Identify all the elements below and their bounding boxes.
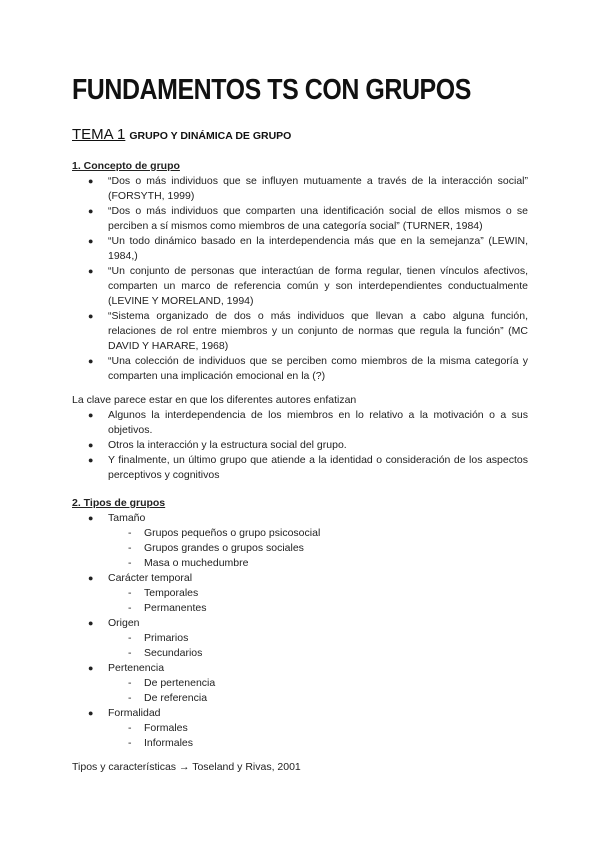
category-item [72, 511, 528, 526]
subitem-text: Secundarios [144, 647, 203, 659]
key-point-text: Algunos la interdependencia de los miembros en lo relativo a la motivación o a sus objetivos. [108, 409, 528, 436]
definitions-list [72, 174, 528, 384]
subitem-text: Permanentes [144, 602, 207, 614]
dash-icon: - [128, 632, 132, 644]
subitem [72, 586, 528, 601]
dash-icon: - [128, 722, 132, 734]
list-item [72, 408, 528, 438]
list-item [72, 204, 528, 234]
dash-icon: - [128, 737, 132, 749]
bullet-icon: ● [88, 311, 94, 321]
bullet-icon: ● [88, 440, 94, 450]
definition-text: “Sistema organizado de dos o más individuos que llevan a cabo alguna función, relaciones de rol entre miembros y un conjunto de normas que regula la función” (MC DAVID Y HARARE, 1968) [108, 310, 528, 352]
list-item [72, 174, 528, 204]
tema-number: TEMA 1 [72, 126, 126, 143]
group-types-list [72, 511, 528, 751]
subitem-text: Formales [144, 722, 188, 734]
subitem [72, 601, 528, 616]
tema-heading [72, 126, 291, 144]
bullet-icon: ● [88, 455, 94, 465]
subitem [72, 631, 528, 646]
section1-heading: 1. Concepto de grupo [72, 160, 180, 172]
definition-text: “Dos o más individuos que se influyen mutuamente a través de la interacción social” (FORSYTH, 1999) [108, 175, 528, 202]
document-title: FUNDAMENTOS TS CON GRUPOS [72, 74, 471, 106]
dash-icon: - [128, 542, 132, 554]
category-label: Formalidad [108, 707, 161, 719]
dash-icon: - [128, 602, 132, 614]
bullet-icon: ● [88, 708, 94, 718]
subitem-text: Masa o muchedumbre [144, 557, 249, 569]
tema-subtitle: GRUPO Y DINÁMICA DE GRUPO [129, 130, 292, 142]
list-item [72, 234, 528, 264]
subitem [72, 676, 528, 691]
bullet-icon: ● [88, 618, 94, 628]
bullet-icon: ● [88, 176, 94, 186]
category-item [72, 571, 528, 586]
subitem-text: Grupos pequeños o grupo psicosocial [144, 527, 321, 539]
definition-text: “Un conjunto de personas que interactúan de forma regular, tienen vínculos afectivos, comparten un marco de referencia común y son interdependientes conductualmente (LEVINE Y MORELAND, 1994) [108, 265, 528, 307]
definition-text: “Dos o más individuos que comparten una identificación social de ellos mismos o se perciben a sí mismos como miembros de una categoría social” (TURNER, 1984) [108, 205, 528, 232]
subitem [72, 691, 528, 706]
list-item [72, 309, 528, 354]
subitem-text: De pertenencia [144, 677, 216, 689]
dash-icon: - [128, 647, 132, 659]
subitem [72, 556, 528, 571]
bullet-icon: ● [88, 410, 94, 420]
key-points-list [72, 408, 528, 483]
category-label: Carácter temporal [108, 572, 193, 584]
subitem-text: Primarios [144, 632, 189, 644]
list-item [72, 354, 528, 384]
subitem [72, 646, 528, 661]
dash-icon: - [128, 587, 132, 599]
category-item [72, 616, 528, 631]
types-footer-note: Tipos y características → Toseland y Rivas, 2001 [72, 761, 301, 773]
dash-icon: - [128, 677, 132, 689]
bullet-icon: ● [88, 266, 94, 276]
bullet-icon: ● [88, 236, 94, 246]
definition-text: “Un todo dinámico basado en la interdependencia más que en la semejanza” (LEWIN, 1984,) [108, 235, 528, 262]
list-item [72, 438, 528, 453]
subitem-text: Informales [144, 737, 194, 749]
dash-icon: - [128, 557, 132, 569]
bullet-icon: ● [88, 206, 94, 216]
subitem [72, 541, 528, 556]
category-item [72, 661, 528, 676]
subitem-text: De referencia [144, 692, 208, 704]
bullet-icon: ● [88, 573, 94, 583]
definition-text: “Una colección de individuos que se perciben como miembros de la misma categoría y comparten una implicación emocional en la (?) [108, 355, 528, 382]
subitem [72, 721, 528, 736]
subitem [72, 526, 528, 541]
key-point-text: Otros la interacción y la estructura social del grupo. [108, 439, 347, 451]
category-label: Tamaño [108, 512, 146, 524]
key-intro: La clave parece estar en que los diferentes autores enfatizan [72, 394, 357, 406]
subitem-text: Grupos grandes o grupos sociales [144, 542, 304, 554]
dash-icon: - [128, 527, 132, 539]
bullet-icon: ● [88, 513, 94, 523]
key-point-text: Y finalmente, un último grupo que atiende a la identidad o consideración de los aspectos perceptivos y cognitivos [108, 454, 528, 481]
category-item [72, 706, 528, 721]
category-label: Pertenencia [108, 662, 165, 674]
section2-heading: 2. Tipos de grupos [72, 497, 166, 509]
dash-icon: - [128, 692, 132, 704]
subitem-text: Temporales [144, 587, 199, 599]
subitem [72, 736, 528, 751]
bullet-icon: ● [88, 356, 94, 366]
bullet-icon: ● [88, 663, 94, 673]
list-item [72, 453, 528, 483]
category-label: Origen [108, 617, 140, 629]
list-item [72, 264, 528, 309]
